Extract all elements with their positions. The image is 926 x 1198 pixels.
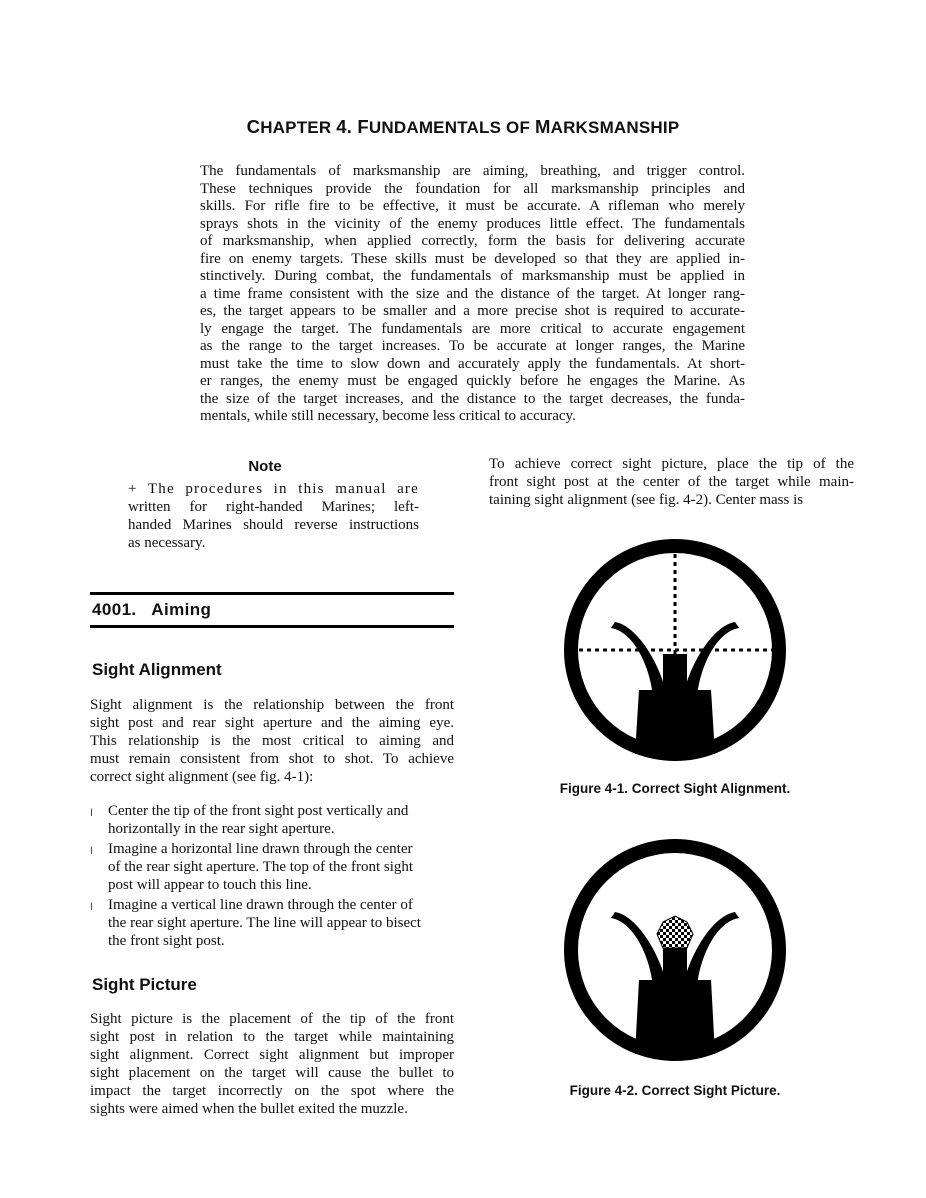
paragraph-line: sight placement on the target will cause the bullet to [90,1065,454,1081]
note-line: written for right-handed Marines; left- [128,499,419,515]
paragraph-line: sight post and rear sight aperture and the aiming eye. [90,715,454,731]
intro-line: The fundamentals of marksmanship are aiming, breathing, and trigger control. [200,163,745,179]
figure-4-1-diagram [555,530,795,770]
sight-picture-heading: Sight Picture [92,975,197,994]
chapter-title-part: 4. F [336,116,369,137]
bullet-marker: l [90,846,93,857]
paragraph-line: sight post in relation to the target while maintaining [90,1029,454,1045]
front-sight-right-ear [683,912,739,988]
list-item [90,896,454,950]
sight-alignment-paragraph [90,696,454,786]
chapter-title-part: HAPTER [260,118,337,137]
figure-4-2-caption: Figure 4-2. Correct Sight Picture. [569,1083,781,1098]
note-line: + The procedures in this manual are [128,481,419,497]
bullet-line: the front sight post. [108,933,225,949]
front-sight-left-ear [611,622,667,698]
intro-line: ly engage the target. The fundamentals are more critical to accurate engagement [200,320,745,337]
chapter-title-part: C [246,116,261,137]
bullet-line: the rear sight aperture. The line will appear to bisect [108,915,421,931]
paragraph-line: Sight alignment is the relationship between the front [90,697,454,713]
intro-line: skills. For rifle fire to be effective, it must be accurate. A rifleman who merely [200,198,745,214]
note-body [128,480,419,552]
section-heading: 4001. Aiming [92,600,212,619]
front-sight-right-ear [683,622,739,698]
paragraph-line: must remain consistent from shot to shot. To achieve [90,751,454,767]
intro-line: es, the target appears to be smaller and a more precise shot is required to accurate- [200,303,745,319]
section-rule-bottom [90,625,454,628]
right-column-paragraph [489,455,854,509]
paragraph-line: sight alignment. Correct sight alignment but improper [90,1047,454,1063]
intro-paragraph [200,163,745,426]
list-item [90,802,454,838]
front-sight-left-ear [611,912,667,988]
bullet-marker: l [90,808,93,819]
paragraph-line: impact the target incorrectly on the spot where the [90,1083,454,1099]
chapter-title-part: ARKSMANSHIP [550,118,680,137]
bullet-line: post will appear to touch this line. [108,877,312,893]
intro-line: er ranges, the enemy must be engaged quickly before he engages the Marine. As [200,373,745,389]
intro-line: stinctively. During combat, the fundamentals of marksmanship must be applied in [200,268,745,284]
bullet-line: Center the tip of the front sight post vertically and [108,803,409,819]
bullet-line: horizontally in the rear sight aperture. [108,821,335,837]
intro-line: sprays shots in the vicinity of the enemy produces little effect. The fundamentals [200,215,745,232]
figure-4-2-diagram [555,830,795,1070]
intro-line: fire on enemy targets. These skills must be developed so that they are applied in- [200,250,745,267]
paragraph-line: correct sight alignment (see fig. 4-1): [90,769,314,785]
front-sight-base [635,690,715,754]
note-heading: Note [248,458,282,475]
paragraph-line: taining sight alignment (see fig. 4-2). Center mass is [489,492,804,508]
intro-line: the size of the target increases, and the distance to the target decreases, the funda- [200,390,745,407]
figure-4-1-caption: Figure 4-1. Correct Sight Alignment. [559,781,791,796]
intro-line: of marksmanship, when applied correctly, form the basis for delivering accurate [200,233,745,249]
note-line: as necessary. [128,535,206,551]
paragraph-line: To achieve correct sight picture, place the tip of the [489,456,854,472]
bullet-line: Imagine a vertical line drawn through the center of [108,897,413,913]
intro-line: These techniques provide the foundation for all marksmanship principles and [200,180,745,197]
note-line: handed Marines should reverse instructions [128,517,419,533]
paragraph-line: sights were aimed when the bullet exited the muzzle. [90,1101,408,1117]
section-rule-top [90,592,454,595]
bullet-marker: l [90,902,93,913]
chapter-title-part: UNDAMENTALS OF [368,118,535,137]
sight-alignment-bullets [90,802,454,952]
list-item [90,840,454,894]
intro-line: a time frame consistent with the size and the distance of the target. At longer rang- [200,285,745,302]
front-sight-base [635,980,715,1054]
intro-line: must take the time to slow down and accurately apply the fundamentals. At short- [200,355,745,372]
chapter-title [0,116,926,138]
bullet-line: of the rear sight aperture. The top of the front sight [108,859,414,875]
target-silhouette [657,916,693,948]
sight-alignment-heading: Sight Alignment [92,660,222,679]
sight-picture-paragraph [90,1010,454,1118]
paragraph-line: front sight post at the center of the target while main- [489,474,854,490]
intro-line: as the range to the target increases. To be accurate at longer ranges, the Marine [200,338,745,354]
bullet-line: Imagine a horizontal line drawn through the center [108,841,413,857]
paragraph-line: Sight picture is the placement of the tip of the front [90,1011,454,1027]
intro-line: mentals, while still necessary, become less critical to accuracy. [200,408,576,424]
chapter-title-part: M [534,116,551,137]
paragraph-line: This relationship is the most critical to aiming and [90,733,454,749]
